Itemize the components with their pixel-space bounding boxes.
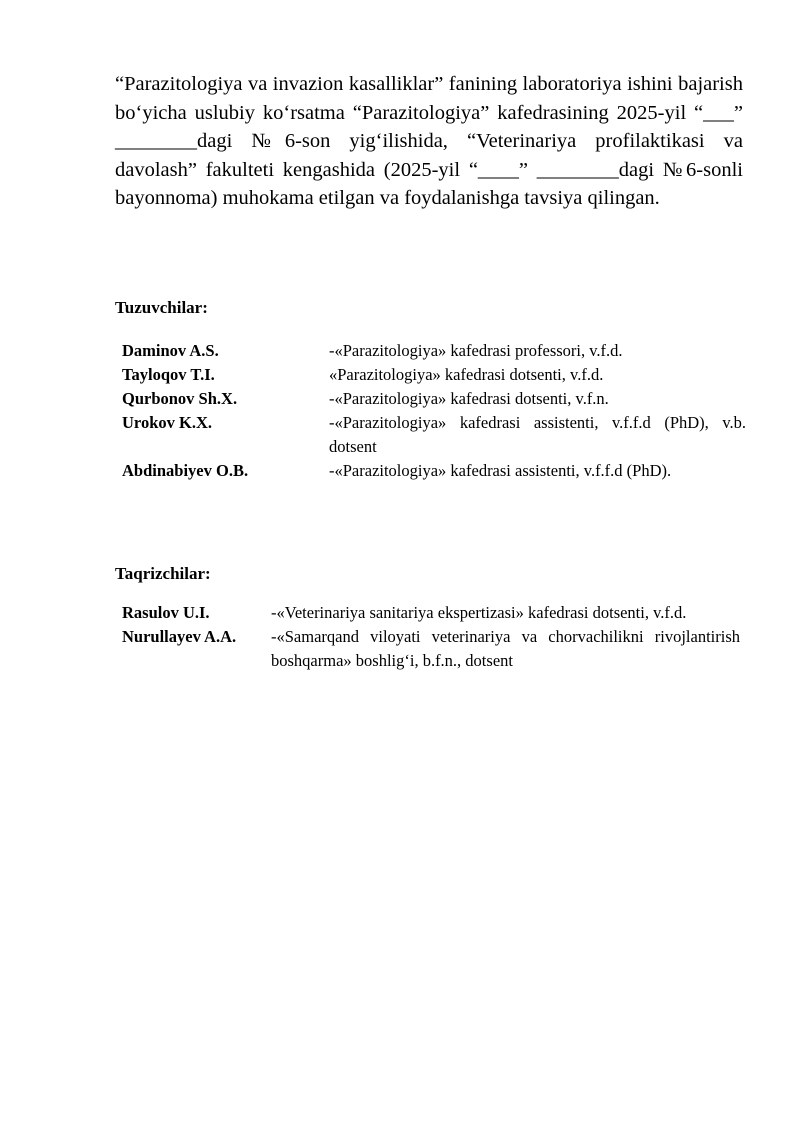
reviewers-list (122, 601, 740, 673)
authors-heading: Tuzuvchilar: (115, 298, 208, 317)
reviewer-row (122, 601, 740, 625)
author-position: «Parazitologiya» kafedrasi dotsenti, v.f.d. (329, 365, 604, 384)
author-name: Daminov A.S. (122, 341, 219, 360)
reviewer-name: Rasulov U.I. (122, 603, 210, 622)
author-position: -«Parazitologiya» kafedrasi assistenti, v.f.f.d (PhD). (329, 461, 672, 480)
reviewer-position: -«Samarqand viloyati veterinariya va chorvachilikni rivojlantirish boshqarma» boshligʻi, b.f.n., dotsent (271, 627, 740, 670)
author-row (122, 387, 746, 411)
author-name: Abdinabiyev O.B. (122, 461, 249, 480)
reviewer-name: Nurullayev A.A. (122, 627, 237, 646)
author-position: -«Parazitologiya» kafedrasi professori, v.f.d. (329, 341, 623, 360)
approval-paragraph: “Parazitologiya va invazion kasalliklar” fanining laboratoriya ishini bajarish boʻyicha uslubiy koʻrsatma “Parazitologiya” kafedrasining 2025-yil “___” ________dagi №6-son yigʻilishida, “Veterinariya profilaktikasi va davolash” fakulteti kengashida (2025-yil “____” ________dagi №6-sonli bayonnoma) muhokama etilgan va foydalanishga tavsiya qilingan. (115, 73, 743, 210)
author-position: -«Parazitologiya» kafedrasi dotsenti, v.f.n. (329, 389, 609, 408)
authors-list (122, 339, 746, 483)
author-row (122, 411, 746, 459)
author-name: Qurbonov Sh.X. (122, 389, 238, 408)
author-row (122, 363, 746, 387)
author-position: -«Parazitologiya» kafedrasi assistenti, v.f.f.d (PhD), v.b. dotsent (329, 413, 746, 456)
author-name: Tayloqov T.I. (122, 365, 215, 384)
reviewer-position: -«Veterinariya sanitariya ekspertizasi» kafedrasi dotsenti, v.f.d. (271, 603, 687, 622)
reviewer-row (122, 625, 740, 673)
reviewers-heading: Taqrizchilar: (115, 564, 211, 583)
author-row (122, 339, 746, 363)
author-row (122, 459, 746, 483)
author-name: Urokov K.X. (122, 413, 212, 432)
